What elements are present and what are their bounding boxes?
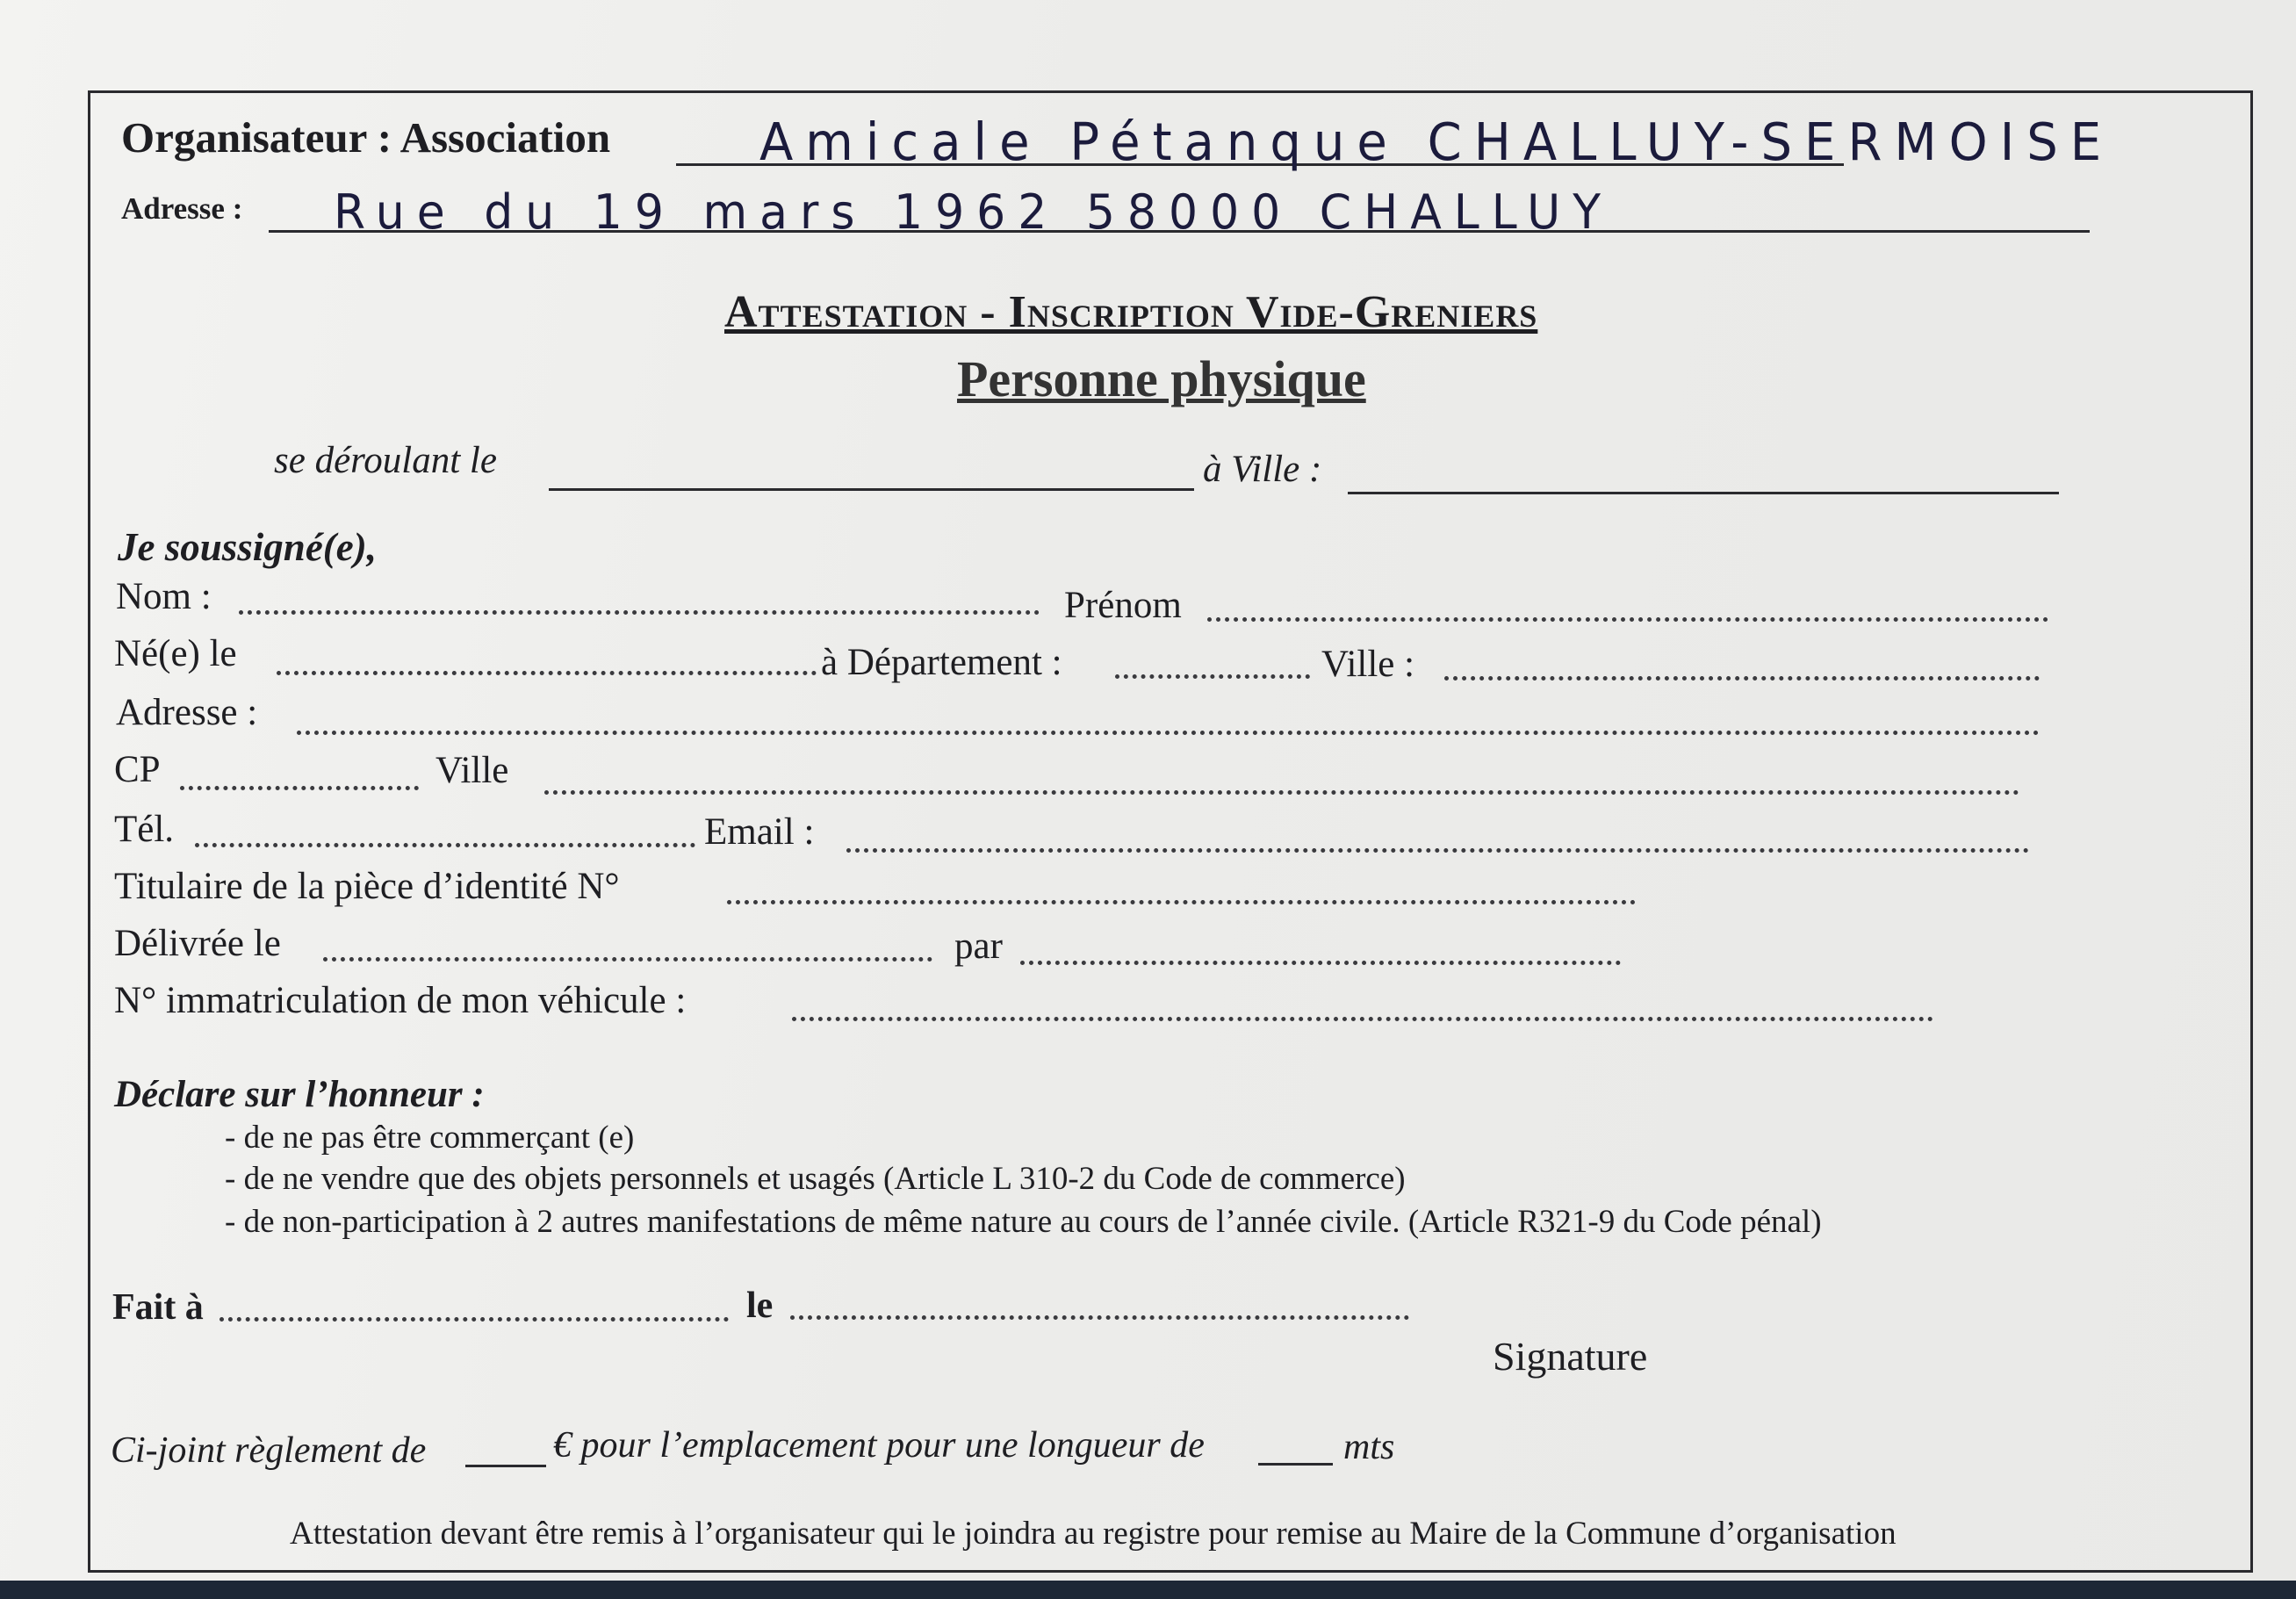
prenom-label: Prénom [1064, 585, 1182, 626]
naissance-ville-field[interactable] [1444, 676, 2040, 681]
fait-a-field[interactable] [220, 1317, 729, 1322]
event-date-label: se déroulant le [274, 440, 497, 481]
cp-field[interactable] [180, 786, 419, 790]
email-label: Email : [704, 811, 815, 853]
form-subtitle: Personne physique [957, 350, 1366, 407]
nom-label: Nom : [116, 576, 212, 617]
ne-le-label: Né(e) le [114, 633, 237, 674]
piece-label: Titulaire de la pièce d’identité N° [114, 866, 620, 907]
naissance-ville-label: Ville : [1321, 644, 1415, 685]
event-ville-label: à Ville : [1203, 449, 1322, 490]
adresse-label: Adresse : [121, 191, 243, 226]
fait-le-label: le [746, 1286, 774, 1326]
event-ville-line[interactable] [1348, 492, 2059, 494]
organisateur-value: Amicale Pétanque CHALLUY-SERMOISE [759, 112, 2114, 173]
fait-a-label: Fait à [112, 1287, 204, 1328]
cp-ville-field[interactable] [544, 790, 2019, 795]
identity-adresse-field[interactable] [297, 731, 2040, 735]
fait-le-field[interactable] [790, 1315, 1409, 1320]
immat-field[interactable] [792, 1017, 1933, 1021]
table-edge [0, 1581, 2296, 1599]
par-label: par [954, 926, 1003, 967]
departement-label: à Département : [821, 642, 1062, 683]
event-date-line[interactable] [549, 488, 1194, 491]
tel-label: Tél. [114, 809, 175, 850]
soussigne-heading: Je soussigné(e), [118, 525, 377, 569]
declaration-item: - de ne vendre que des objets personnels et usagés (Article L 310-2 du Code de commerce) [225, 1161, 1406, 1197]
cp-label: CP [114, 749, 161, 790]
declaration-item: - de non-participation à 2 autres manifestations de même nature au cours de l’année civile. (Article R321-9 du Code pénal) [225, 1204, 1822, 1240]
footer-note: Attestation devant être remis à l’organisateur qui le joindra au registre pour remise au Maire de la Commune d’organisation [290, 1516, 1897, 1552]
adresse-value: Rue du 19 mars 1962 58000 CHALLUY [334, 184, 1613, 241]
tel-field[interactable] [195, 843, 695, 847]
par-field[interactable] [1020, 961, 1621, 965]
delivree-label: Délivrée le [114, 923, 281, 964]
cp-ville-label: Ville [435, 750, 509, 791]
signature-label: Signature [1493, 1334, 1648, 1379]
prenom-field[interactable] [1207, 617, 2048, 622]
form-title: Attestation - Inscription Vide-Greniers [724, 287, 1538, 337]
piece-field[interactable] [727, 900, 1636, 904]
declaration-heading: Déclare sur l’honneur : [114, 1074, 485, 1115]
reglement-unit-label: mts [1343, 1427, 1395, 1467]
reglement-label: Ci-joint règlement de [111, 1430, 427, 1471]
declaration-item: - de ne pas être commerçant (e) [225, 1120, 635, 1156]
ne-le-field[interactable] [277, 671, 817, 675]
reglement-longueur-field[interactable] [1258, 1463, 1333, 1466]
identity-adresse-label: Adresse : [116, 692, 258, 733]
delivree-field[interactable] [323, 957, 932, 962]
nom-field[interactable] [239, 610, 1040, 615]
email-field[interactable] [846, 848, 2029, 853]
reglement-longueur-label: € pour l’emplacement pour une longueur de [553, 1425, 1205, 1466]
organisateur-label: Organisateur : Association [121, 113, 611, 162]
immat-label: N° immatriculation de mon véhicule : [114, 980, 687, 1021]
reglement-amount-field[interactable] [465, 1465, 546, 1467]
departement-field[interactable] [1115, 674, 1310, 679]
